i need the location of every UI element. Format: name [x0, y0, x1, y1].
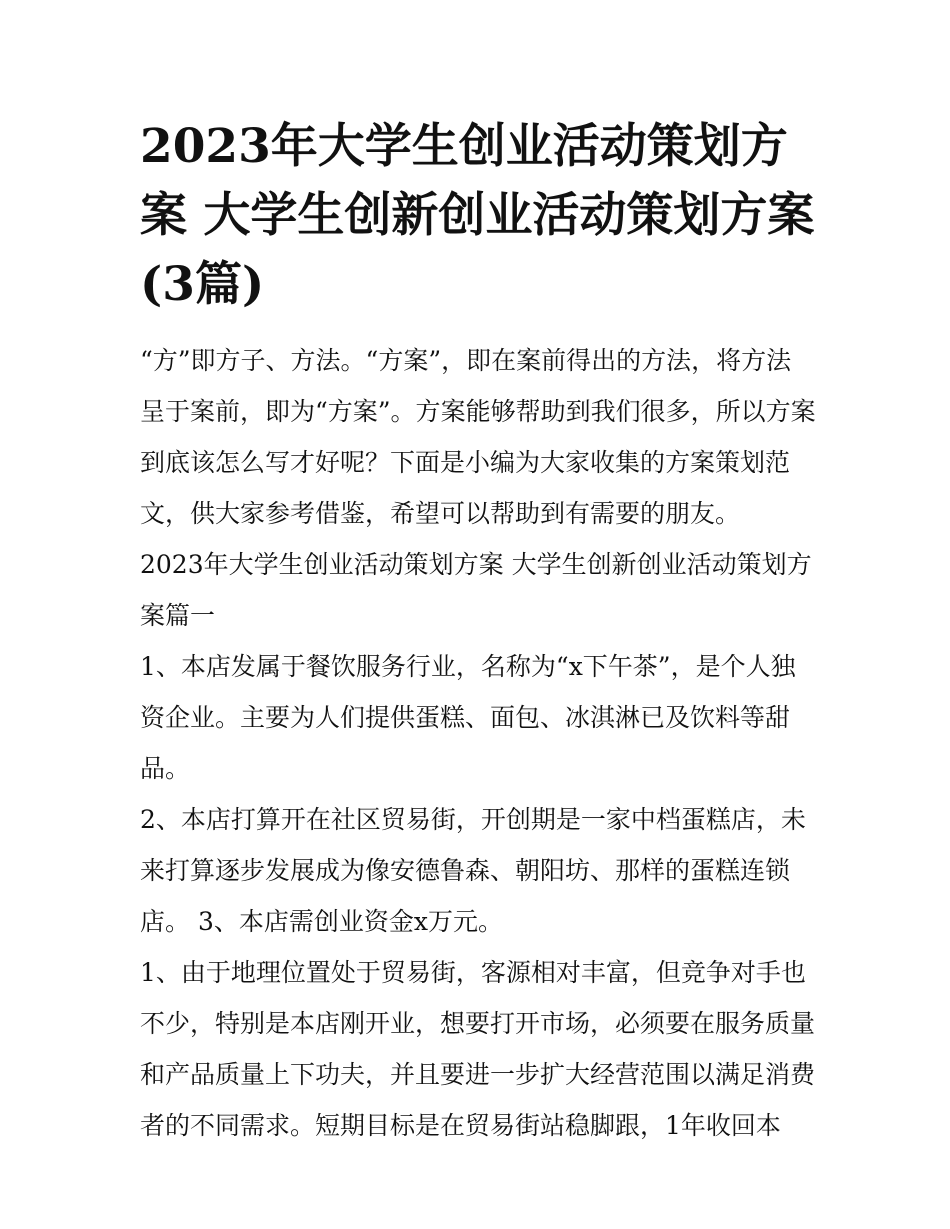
document-content	[140, 112, 816, 1151]
body-paragraph-3: 1、由于地理位置处于贸易街，客源相对丰富，但竞争对手也不少，特别是本店刚开业，想要打开市场，必须要在服务质量和产品质量上下功夫，并且要进一步扩大经营范围以满足消费者的不同需求。短期目标是在贸易街站稳脚跟，1年收回本	[140, 958, 816, 1140]
intro-paragraph: “方”即方子、方法。“方案”，即在案前得出的方法，将方法呈于案前，即为“方案”。方案能够帮助到我们很多，所以方案到底该怎么写才好呢？下面是小编为大家收集的方案策划范文，供大家参考借鉴，希望可以帮助到有需要的朋友。	[140, 346, 816, 528]
body-paragraph-2: 2、本店打算开在社区贸易街，开创期是一家中档蛋糕店，未来打算逐步发展成为像安德鲁森、朝阳坊、那样的蛋糕连锁店。 3、本店需创业资金x万元。	[140, 805, 806, 936]
section-heading-paragraph: 2023年大学生创业活动策划方案 大学生创新创业活动策划方案篇一	[140, 550, 812, 630]
body-paragraph-1: 1、本店发属于餐饮服务行业，名称为“x下午茶”，是个人独资企业。主要为人们提供蛋糕、面包、冰淇淋已及饮料等甜品。	[140, 652, 796, 783]
document-title: 2023年大学生创业活动策划方案 大学生创新创业活动策划方案(3篇)	[140, 119, 815, 312]
